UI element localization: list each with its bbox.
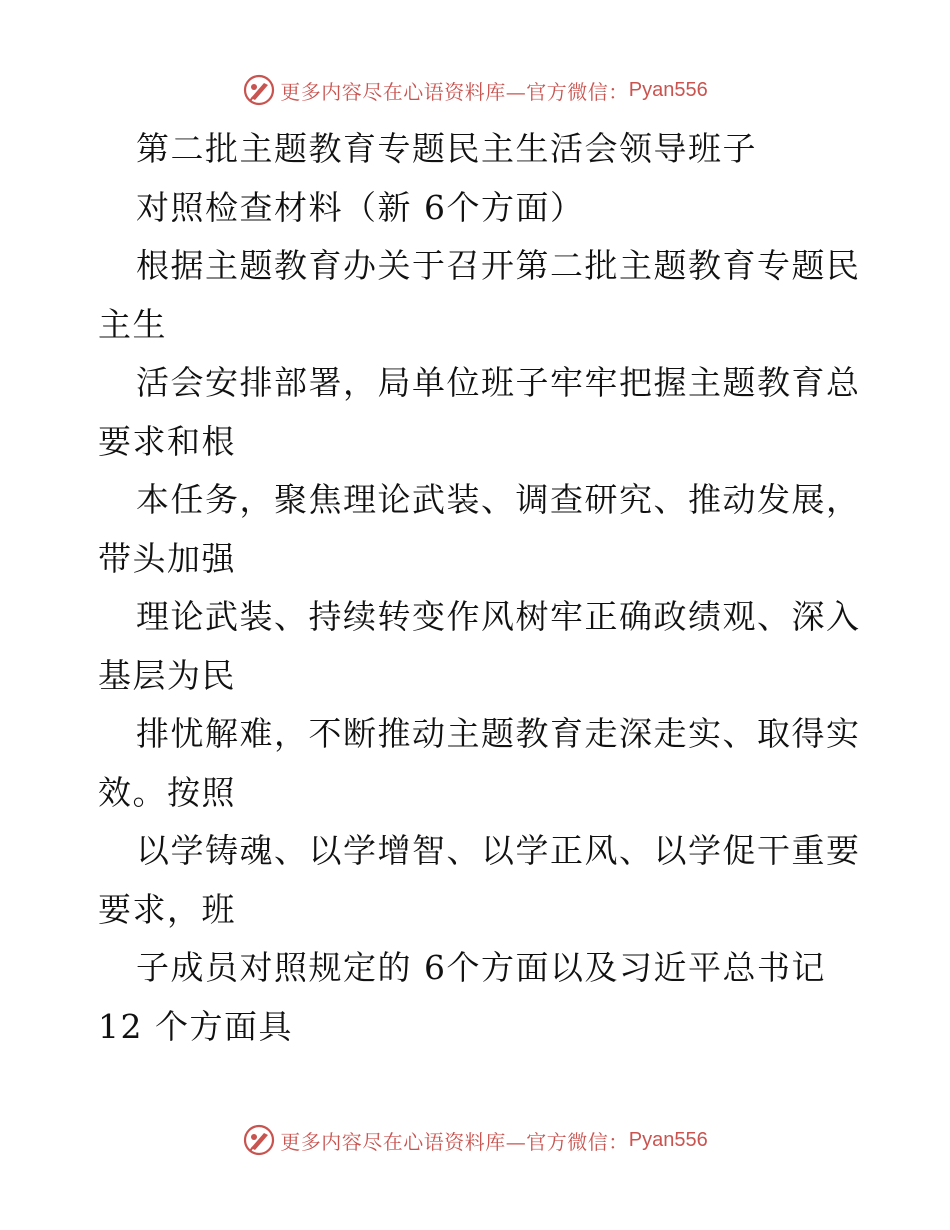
- quill-pen-logo-icon: [242, 1123, 276, 1157]
- text-line: 活会安排部署，局单位班子牢牢把握主题教育总: [136, 363, 861, 402]
- banner-wechat-id: Pyan556: [628, 1128, 708, 1151]
- text-line: 主生: [98, 304, 167, 344]
- text-line: 要求和根: [98, 421, 236, 461]
- banner-wechat-id: Pyan556: [628, 78, 708, 101]
- banner-text: 更多内容尽在心语资料库—官方微信：: [280, 1129, 629, 1154]
- text-line: 子成员对照规定的 6个方面以及习近平总书记: [136, 948, 826, 987]
- banner-text: 更多内容尽在心语资料库—官方微信：: [280, 79, 629, 104]
- footer-banner: [0, 1120, 950, 1160]
- header-banner: [0, 70, 950, 110]
- text-line: 第二批主题教育专题民主生活会领导班子: [136, 129, 757, 168]
- text-line: 带头加强: [98, 538, 236, 578]
- text-line: 以学铸魂、以学增智、以学正风、以学促干重要: [136, 831, 861, 870]
- quill-pen-logo-icon: [242, 73, 276, 107]
- document-body: [98, 120, 861, 1056]
- text-line: 理论武装、持续转变作风树牢正确政绩观、深入: [136, 597, 861, 636]
- text-line: 本任务，聚焦理论武装、调查研究、推动发展，: [136, 480, 861, 519]
- text-line: 根据主题教育办关于召开第二批主题教育专题民: [136, 246, 861, 285]
- text-line: 12 个方面具: [98, 1006, 293, 1046]
- text-line: 要求，班: [98, 889, 236, 929]
- text-line: 基层为民: [98, 655, 236, 695]
- text-line: 效。按照: [98, 772, 236, 812]
- text-line: 对照检查材料（新 6个方面）: [136, 187, 585, 227]
- text-line: 排忧解难，不断推动主题教育走深走实、取得实: [136, 714, 861, 753]
